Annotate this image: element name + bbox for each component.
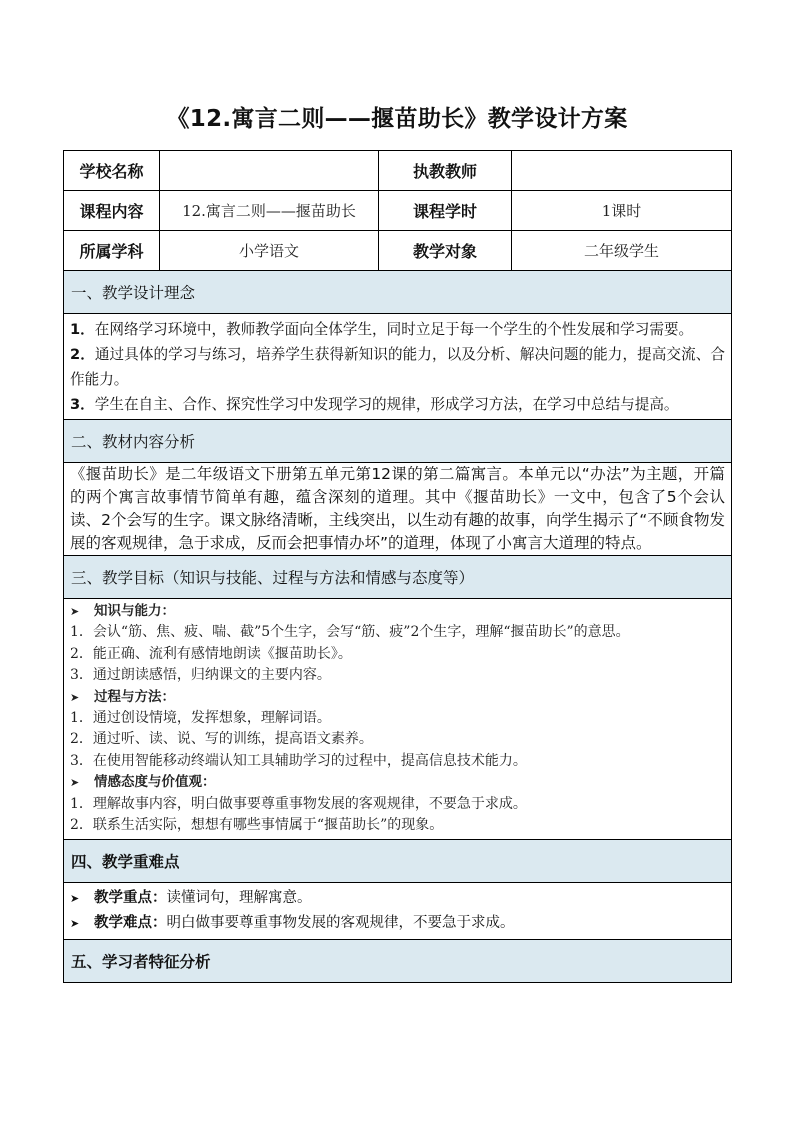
goal-item: 2．通过听、读、说、写的训练，提高语文素养。	[70, 731, 373, 748]
course-label: 课程内容	[64, 191, 160, 231]
concept-body	[64, 314, 732, 420]
goal-group-heading: ➤ 知识与能力：	[70, 601, 725, 622]
arrow-right-icon: ➤	[70, 690, 80, 704]
keypoint-item: ➤ 教学难点：明白做事要尊重事物发展的客观规律，不要急于求成。	[70, 911, 725, 936]
goal-group-heading: ➤ 过程与方法：	[70, 687, 725, 708]
section-heading-learners: 五、学习者特征分析	[64, 940, 732, 983]
keypoint-item: ➤ 教学重点：读懂词句，理解寓意。	[70, 886, 725, 911]
goal-item: 1．会认“筋、焦、疲、喘、截”5个生字，会写“筋、疲”2个生字，理解“揠苗助长”的意思。	[70, 624, 630, 641]
keypoints-body	[64, 883, 732, 940]
school-label: 学校名称	[64, 151, 160, 191]
section-heading-analysis: 二、教材内容分析	[64, 420, 732, 463]
section-heading-concept: 一、教学设计理念	[64, 271, 732, 314]
concept-item: 1．在网络学习环境中，教师教学面向全体学生，同时立足于每一个学生的个性发展和学习需要。	[70, 321, 694, 338]
info-row-course	[64, 191, 732, 231]
course-value: 12.寓言二则——揠苗助长	[160, 191, 379, 231]
section-heading-keypoints: 四、教学重难点	[64, 840, 732, 883]
subject-value: 小学语文	[160, 231, 379, 271]
goal-item: 1．理解故事内容，明白做事要尊重事物发展的客观规律，不要急于求成。	[70, 795, 527, 812]
info-row-school	[64, 151, 732, 191]
hours-label: 课程学时	[379, 191, 512, 231]
goal-item: 2．联系生活实际，想想有哪些事情属于“揠苗助长”的现象。	[70, 817, 444, 834]
arrow-right-icon: ➤	[70, 605, 80, 618]
analysis-text: 《揠苗助长》是二年级语文下册第五单元第12课的第二篇寓言。本单元以“办法”为主题，开篇的两个寓言故事情节简单有趣，蕴含深刻的道理。其中《揠苗助长》一文中，包含了5个会认读、2个会写的生字。课文脉络清晰，主线突出，以生动有趣的故事，向学生揭示了“不顾食物发展的客观规律，急于求成，反而会把事情办坏”的道理，体现了小寓言大道理的特点。	[64, 463, 732, 556]
page-title: 《12.寓言二则——揠苗助长》教学设计方案	[166, 106, 628, 132]
info-row-subject	[64, 231, 732, 271]
hours-value: 1课时	[512, 191, 732, 231]
concept-item: 3．学生在自主、合作、探究性学习中发现学习的规律，形成学习方法，在学习中总结与提高。	[70, 396, 679, 413]
goal-group-heading: ➤ 情感态度与价值观：	[70, 772, 725, 793]
arrow-right-icon: ➤	[70, 776, 80, 790]
school-value	[160, 151, 379, 191]
teacher-value	[512, 151, 732, 191]
concept-item: 2．通过具体的学习与练习，培养学生获得新知识的能力，以及分析、解决问题的能力，提高交流、合作能力。	[70, 346, 725, 388]
audience-value: 二年级学生	[512, 231, 732, 271]
lesson-plan-table	[63, 150, 732, 983]
arrow-right-icon: ➤	[70, 892, 80, 906]
goal-item: 3．在使用智能移动终端认知工具辅助学习的过程中，提高信息技术能力。	[70, 752, 527, 769]
subject-label: 所属学科	[64, 231, 160, 271]
goal-item: 2．能正确、流利有感情地朗读《揠苗助长》。	[70, 645, 352, 662]
goal-item: 3．通过朗读感悟，归纳课文的主要内容。	[70, 667, 331, 684]
audience-label: 教学对象	[379, 231, 512, 271]
goal-item: 1．通过创设情境，发挥想象，理解词语。	[70, 710, 331, 727]
goals-body	[64, 599, 732, 840]
section-heading-goals: 三、教学目标（知识与技能、过程与方法和情感与态度等）	[64, 556, 732, 599]
arrow-right-icon: ➤	[70, 917, 80, 931]
teacher-label: 执教教师	[379, 151, 512, 191]
